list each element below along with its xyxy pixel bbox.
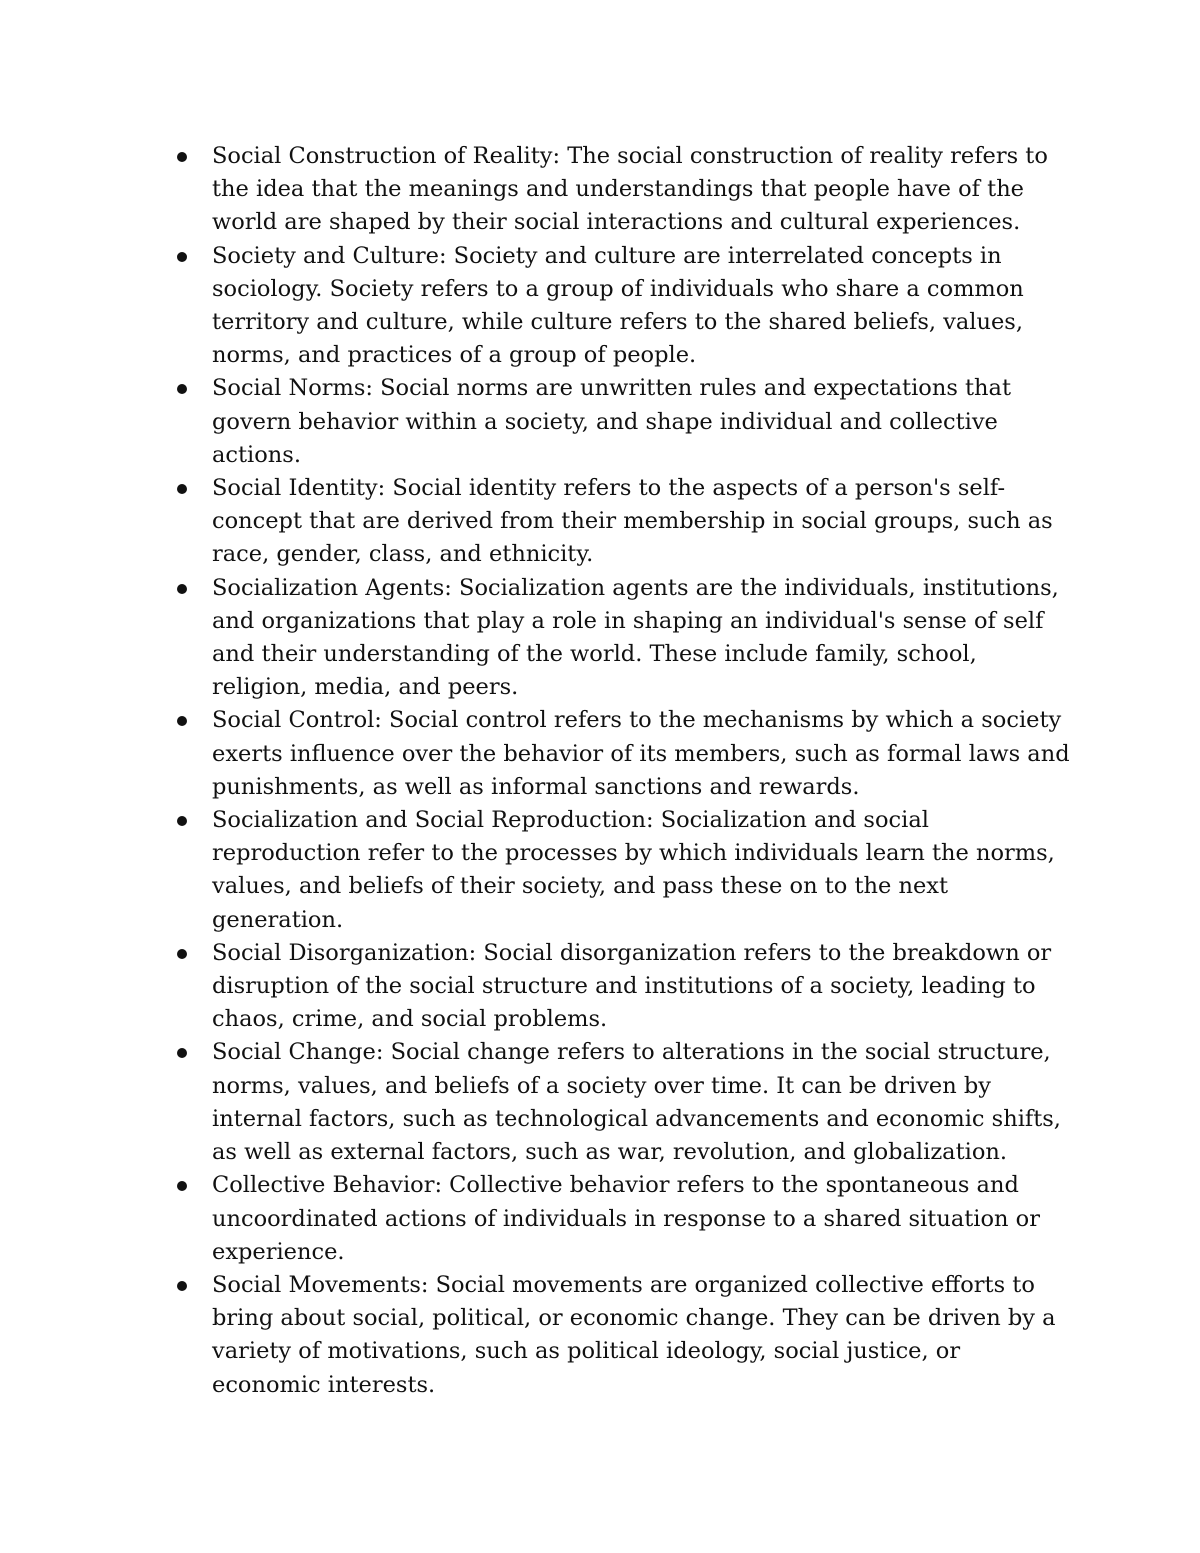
bullet-icon: [177, 816, 187, 826]
list-item-text: Social Disorganization: Social disorganization refers to the breakdown or disruption of the social structure and institutions of a society, leading to chaos, crime, and social problems.: [212, 939, 1052, 1033]
list-item-text: Social Norms: Social norms are unwritten rules and expectations that govern behavior within a society, and shape individual and collective actions.: [212, 375, 1012, 468]
list-item: [170, 1036, 1070, 1169]
bullet-icon: [177, 584, 187, 594]
bullet-icon: [177, 716, 187, 726]
list-item: [170, 804, 1070, 937]
list-item: [170, 140, 1070, 240]
list-item-text: Social Construction of Reality: The social construction of reality refers to the idea that the meanings and understandings that people have of the world are shaped by their social interactions and cultural experiences.: [212, 143, 1048, 236]
bullet-icon: [177, 1048, 187, 1058]
list-item: [170, 704, 1070, 804]
list-item-text: Social Change: Social change refers to alterations in the social structure, norms, values, and beliefs of a society over time. It can be driven by internal factors, such as technological advancements and economic shifts, as well as external factors, such as war, revolution, and globalization.: [212, 1039, 1061, 1166]
bullet-icon: [177, 1281, 187, 1291]
list-item-text: Socialization Agents: Socialization agents are the individuals, institutions, and organizations that play a role in shaping an individual's sense of self and their understanding of the world. These include family, school, religion, media, and peers.: [212, 574, 1059, 701]
list-item: [170, 372, 1070, 472]
bullet-icon: [177, 252, 187, 262]
list-item-text: Society and Culture: Society and culture are interrelated concepts in sociology. Society refers to a group of individuals who share a common territory and culture, while culture refers to the shared beliefs, values, norms, and practices of a group of people.: [212, 242, 1024, 369]
list-item: [170, 1169, 1070, 1269]
list-item: [170, 240, 1070, 373]
list-item-text: Social Identity: Social identity refers to the aspects of a person's self-concept that are derived from their membership in social groups, such as race, gender, class, and ethnicity.: [212, 475, 1053, 568]
list-item-text: Collective Behavior: Collective behavior refers to the spontaneous and uncoordinated actions of individuals in response to a shared situation or experience.: [212, 1172, 1040, 1265]
bullet-icon: [177, 1181, 187, 1191]
bullet-icon: [177, 152, 187, 162]
list-item-text: Social Control: Social control refers to the mechanisms by which a society exerts influence over the behavior of its members, such as formal laws and punishments, as well as informal sanctions and rewards.: [212, 707, 1070, 800]
list-item: [170, 1269, 1070, 1402]
list-item: [170, 572, 1070, 705]
list-item-text: Social Movements: Social movements are organized collective efforts to bring about social, political, or economic change. They can be driven by a variety of motivations, such as political ideology, social justice, or economic interests.: [212, 1271, 1056, 1398]
list-item: [170, 472, 1070, 572]
bullet-icon: [177, 949, 187, 959]
bullet-list: [170, 140, 1070, 1402]
bullet-icon: [177, 384, 187, 394]
list-item: [170, 937, 1070, 1037]
bullet-icon: [177, 484, 187, 494]
list-item-text: Socialization and Social Reproduction: Socialization and social reproduction refer to the processes by which individuals learn the norms, values, and beliefs of their society, and pass these on to the next generation.: [212, 807, 1055, 933]
